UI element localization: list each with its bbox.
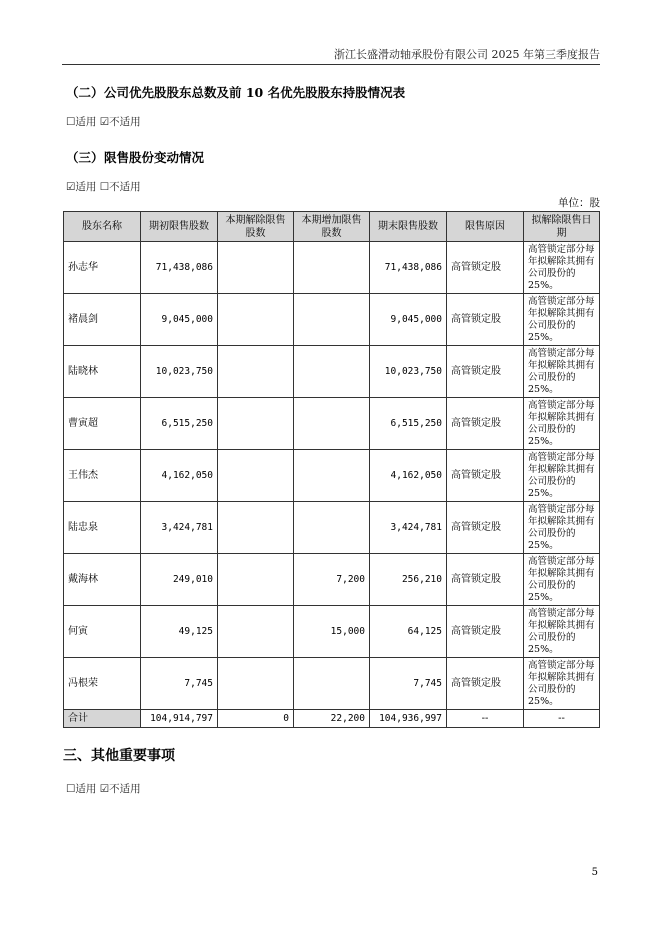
restriction-reason: 高管锁定股 [447, 242, 524, 294]
release-date: 高管锁定部分每年拟解除其拥有公司股份的 25%。 [524, 294, 600, 346]
shareholder-name: 冯根荣 [64, 658, 141, 710]
released-shares [218, 294, 294, 346]
added-shares: 15,000 [294, 606, 370, 658]
shareholder-name: 戴海林 [64, 554, 141, 606]
begin-shares: 10,023,750 [141, 346, 218, 398]
added-shares [294, 502, 370, 554]
begin-shares: 3,424,781 [141, 502, 218, 554]
shareholder-name: 曹寅超 [64, 398, 141, 450]
released-shares [218, 658, 294, 710]
released-shares [218, 346, 294, 398]
table-row [64, 450, 600, 502]
restriction-reason: 高管锁定股 [447, 294, 524, 346]
table-row [64, 294, 600, 346]
column-header: 本期增加限售股数 [294, 212, 370, 242]
applicability-other-matters: ☐适用 ☑不适用 [66, 783, 141, 795]
added-shares [294, 658, 370, 710]
section-title: 公司优先股股东总数及前 10 名优先股股东持股情况表 [104, 85, 406, 100]
restriction-reason: 高管锁定股 [447, 502, 524, 554]
released-shares [218, 502, 294, 554]
release-date: 高管锁定部分每年拟解除其拥有公司股份的 25%。 [524, 450, 600, 502]
applicability-preferred-shares: ☐适用 ☑不适用 [66, 116, 141, 128]
added-shares: 7,200 [294, 554, 370, 606]
column-header: 期末限售股数 [370, 212, 447, 242]
shareholder-name: 王伟杰 [64, 450, 141, 502]
total-released-shares: 0 [218, 710, 294, 728]
end-shares: 3,424,781 [370, 502, 447, 554]
unit-label: 单位：股 [558, 197, 600, 209]
released-shares [218, 554, 294, 606]
added-shares [294, 294, 370, 346]
begin-shares: 71,438,086 [141, 242, 218, 294]
total-reason: -- [447, 710, 524, 728]
restriction-reason: 高管锁定股 [447, 606, 524, 658]
table-row [64, 658, 600, 710]
release-date: 高管锁定部分每年拟解除其拥有公司股份的 25%。 [524, 554, 600, 606]
released-shares [218, 450, 294, 502]
report-header: 浙江长盛滑动轴承股份有限公司 2025 年第三季度报告 [334, 48, 600, 61]
table-row [64, 242, 600, 294]
release-date: 高管锁定部分每年拟解除其拥有公司股份的 25%。 [524, 606, 600, 658]
end-shares: 10,023,750 [370, 346, 447, 398]
end-shares: 7,745 [370, 658, 447, 710]
end-shares: 6,515,250 [370, 398, 447, 450]
part-3-title: 三、其他重要事项 [63, 748, 175, 764]
release-date: 高管锁定部分每年拟解除其拥有公司股份的 25%。 [524, 242, 600, 294]
begin-shares: 7,745 [141, 658, 218, 710]
header-divider [62, 64, 600, 65]
begin-shares: 49,125 [141, 606, 218, 658]
shareholder-name: 陆晓林 [64, 346, 141, 398]
total-label: 合计 [64, 710, 141, 728]
added-shares [294, 398, 370, 450]
end-shares: 256,210 [370, 554, 447, 606]
total-date: -- [524, 710, 600, 728]
begin-shares: 9,045,000 [141, 294, 218, 346]
release-date: 高管锁定部分每年拟解除其拥有公司股份的 25%。 [524, 502, 600, 554]
total-added-shares: 22,200 [294, 710, 370, 728]
column-header: 本期解除限售股数 [218, 212, 294, 242]
table-row [64, 606, 600, 658]
column-header: 期初限售股数 [141, 212, 218, 242]
section-title: 限售股份变动情况 [104, 150, 205, 165]
released-shares [218, 606, 294, 658]
page-number: 5 [591, 867, 598, 878]
table-row [64, 554, 600, 606]
begin-shares: 6,515,250 [141, 398, 218, 450]
table-header-row [64, 212, 600, 242]
restriction-reason: 高管锁定股 [447, 554, 524, 606]
shareholder-name: 孙志华 [64, 242, 141, 294]
applicability-restricted-shares: ☑适用 ☐不适用 [66, 181, 141, 193]
release-date: 高管锁定部分每年拟解除其拥有公司股份的 25%。 [524, 346, 600, 398]
end-shares: 64,125 [370, 606, 447, 658]
released-shares [218, 242, 294, 294]
restriction-reason: 高管锁定股 [447, 658, 524, 710]
end-shares: 9,045,000 [370, 294, 447, 346]
added-shares [294, 242, 370, 294]
table-row [64, 502, 600, 554]
begin-shares: 4,162,050 [141, 450, 218, 502]
section-number: （三） [66, 150, 104, 165]
section-restricted-shares-title [66, 148, 204, 166]
restriction-reason: 高管锁定股 [447, 398, 524, 450]
end-shares: 4,162,050 [370, 450, 447, 502]
section-number: （二） [66, 85, 104, 100]
restriction-reason: 高管锁定股 [447, 346, 524, 398]
column-header: 限售原因 [447, 212, 524, 242]
release-date: 高管锁定部分每年拟解除其拥有公司股份的 25%。 [524, 398, 600, 450]
shareholder-name: 何寅 [64, 606, 141, 658]
released-shares [218, 398, 294, 450]
end-shares: 71,438,086 [370, 242, 447, 294]
begin-shares: 249,010 [141, 554, 218, 606]
column-header: 拟解除限售日期 [524, 212, 600, 242]
total-end-shares: 104,936,997 [370, 710, 447, 728]
shareholder-name: 褚晨剑 [64, 294, 141, 346]
table-row [64, 398, 600, 450]
restricted-shares-table [63, 211, 600, 728]
table-total-row [64, 710, 600, 728]
restriction-reason: 高管锁定股 [447, 450, 524, 502]
section-preferred-shares-title [66, 83, 405, 101]
release-date: 高管锁定部分每年拟解除其拥有公司股份的 25%。 [524, 658, 600, 710]
shareholder-name: 陆忠泉 [64, 502, 141, 554]
table-row [64, 346, 600, 398]
added-shares [294, 450, 370, 502]
column-header: 股东名称 [64, 212, 141, 242]
added-shares [294, 346, 370, 398]
total-begin-shares: 104,914,797 [141, 710, 218, 728]
